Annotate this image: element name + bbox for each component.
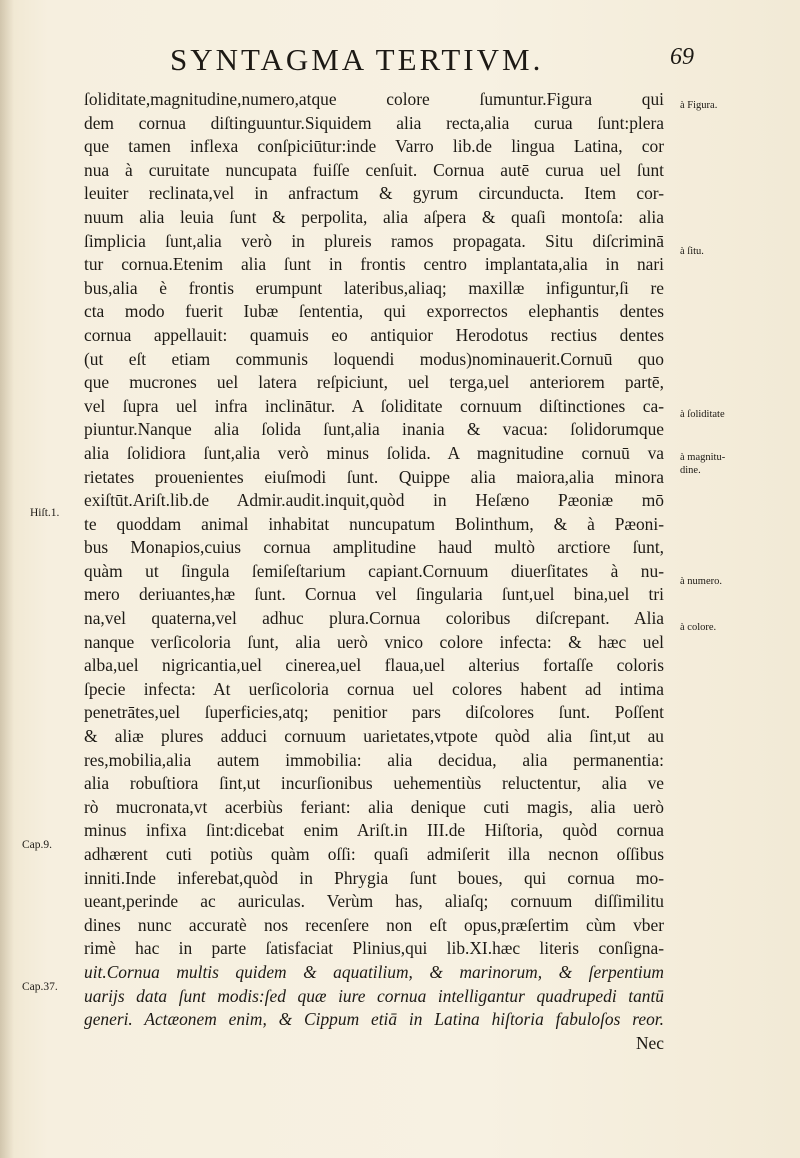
- text-line: generi. Actæonem enim, & Cippum etiā in Latina hiſtoria fabuloſos reor.: [84, 1009, 664, 1030]
- margin-note-hist: Hiſt.1.: [30, 507, 60, 519]
- text-line: mero deriuantes,hæ ſunt. Cornua vel ſingularia ſunt,uel bina,uel tri: [84, 584, 664, 605]
- text-line: minus infixa ſint:dicebat enim Ariſt.in III.de Hiſtoria, quòd cornua: [84, 820, 664, 841]
- margin-note-numero: à numero.: [680, 576, 722, 587]
- text-line: rò mucronata,vt acerbiùs feriant: alia denique cuti magis, alia uerò: [84, 796, 664, 817]
- text-line: ſoliditate,magnitudine,numero,atque colore ſumuntur.Figura qui: [84, 89, 664, 109]
- margin-note-cap9: Cap.9.: [22, 839, 53, 851]
- text-line: dem cornua diſtinguuntur.Siquidem alia recta,alia curua ſunt:plera: [84, 112, 664, 133]
- text-line: bus,alia è frontis erumpunt lateribus,aliaq; maxillæ infiguntur,ſi re: [84, 277, 664, 298]
- margin-note-cap37: Cap.37.: [22, 981, 58, 993]
- text-line: inniti.Inde inferebat,quòd in Phrygia ſunt boues, qui cornua mo-: [84, 867, 664, 888]
- margin-note-magnitudine-cont: dine.: [680, 465, 701, 476]
- page-header: [0, 42, 800, 82]
- text-line: nua à curuitate nuncupata fuiſſe cenſuit. Cornua autē curua uel ſunt: [84, 159, 664, 180]
- text-line: bus Monapios,cuius cornua amplitudine haud multò arctiore ſunt,: [84, 537, 664, 558]
- text-line: rietates prouenientes eiuſmodi ſunt. Quippe alia maiora,alia minora: [84, 466, 664, 487]
- text-line: adhærent cuti potiùs quàm oſſi: quaſi admiſerit illa necnon oſſibus: [84, 844, 664, 864]
- text-line: cornua appellauit: quamuis eo antiquior Herodotus rectius dentes: [84, 324, 664, 345]
- text-line: nanque verſicoloria ſunt, alia uerò vnico colore infecta: & hæc uel: [84, 631, 664, 652]
- page-number: 69: [670, 44, 694, 70]
- text-line: tur cornua.Etenim alia ſunt in frontis centro implantata,alia in nari: [84, 254, 664, 275]
- text-line: uit.Cornua multis quidem & aquatilium, & marinorum, & ſerpentium: [84, 961, 664, 982]
- text-line: dines nunc accuratè nos recenſere non eſt opus,præſertim cùm vber: [84, 914, 664, 935]
- text-line: alia ſolidiora ſunt,alia verò minus ſolida. A magnitudine cornuū va: [84, 442, 664, 463]
- text-line: alia robuſtiora ſint,ut incurſionibus uehementiùs reluctentur, alia ve: [84, 773, 664, 794]
- catchword: Nec: [636, 1032, 664, 1053]
- text-line: na,vel quaterna,vel adhuc plura.Cornua coloribus diſcrepant. Alia: [84, 608, 664, 629]
- text-line: ueant,perinde ac auriculas. Verùm has, aliaſq; cornuum diſſimilitu: [84, 891, 664, 912]
- text-line: leuiter reclinata,vel in anfractum & gyrum circunducta. Item cor-: [84, 183, 664, 204]
- margin-note-situ: à ſitu.: [680, 246, 704, 257]
- text-line: ſpecie infecta: At uerſicoloria cornua uel colores habent ad intima: [84, 678, 664, 699]
- text-line: & aliæ plures adduci cornuum uarietates,vtpote quòd alia ſint,ut au: [84, 726, 664, 747]
- gutter-shadow: [0, 0, 14, 1158]
- text-line: vel ſupra uel infra inclinātur. A ſoliditate cornuum diſtinctiones ca-: [84, 395, 664, 416]
- text-line: piuntur.Nanque alia ſolida ſunt,alia inania & vacua: ſolidorumque: [84, 419, 664, 440]
- margin-note-magnitudine: à magnitu-: [680, 452, 726, 463]
- text-line: ſimplicia ſunt,alia verò in plureis ramos propagata. Situ diſcriminā: [84, 230, 664, 251]
- margin-note-colore: à colore.: [680, 622, 717, 633]
- text-line: uarijs data ſunt modis:ſed quæ iure cornua intelligantur quadrupedi tantū: [84, 985, 664, 1006]
- text-line: exiſtūt.Ariſt.lib.de Admir.audit.inquit,quòd in Heſæno Pæoniæ mō: [84, 490, 664, 511]
- body-text: [84, 88, 664, 1055]
- text-line: (ut eſt etiam communis loquendi modus)nominauerit.Cornuū quo: [84, 348, 664, 369]
- text-line: que mucrones uel latera reſpiciunt, uel terga,uel anteriorem partē,: [84, 372, 664, 393]
- text-line: cta modo fuerit Iubæ ſententia, qui exporrectos elephantis dentes: [84, 301, 664, 322]
- text-line: res,mobilia,alia autem immobilia: alia decidua, alia permanentia:: [84, 749, 664, 770]
- margin-note-figura: à Figura.: [680, 100, 718, 111]
- text-line: que tamen inflexa conſpiciūtur:inde Varro lib.de lingua Latina, cor: [84, 136, 664, 157]
- text-line: alba,uel nigricantia,uel cinerea,uel flaua,uel alterius fortaſſe coloris: [84, 655, 664, 676]
- text-line: penetrātes,uel ſuperficies,atq; penitior pars diſcolores ſunt. Poſſent: [84, 702, 664, 723]
- text-line: te quoddam animal inhabitat nuncupatum Bolinthum, & à Pæoni-: [84, 513, 664, 534]
- running-title: SYNTAGMA TERTIVM.: [170, 42, 544, 77]
- text-line: quàm ut ſingula ſemiſeſtarium capiant.Cornuum diuerſitates à nu-: [84, 560, 664, 581]
- margin-note-soliditate: à ſoliditate: [680, 409, 725, 420]
- text-line: rimè hac in parte ſatisfaciat Plinius,qui lib.XI.hæc literis conſigna-: [84, 938, 664, 959]
- text-line: nuum alia leuia ſunt & perpolita, alia aſpera & quaſi montoſa: alia: [84, 206, 664, 227]
